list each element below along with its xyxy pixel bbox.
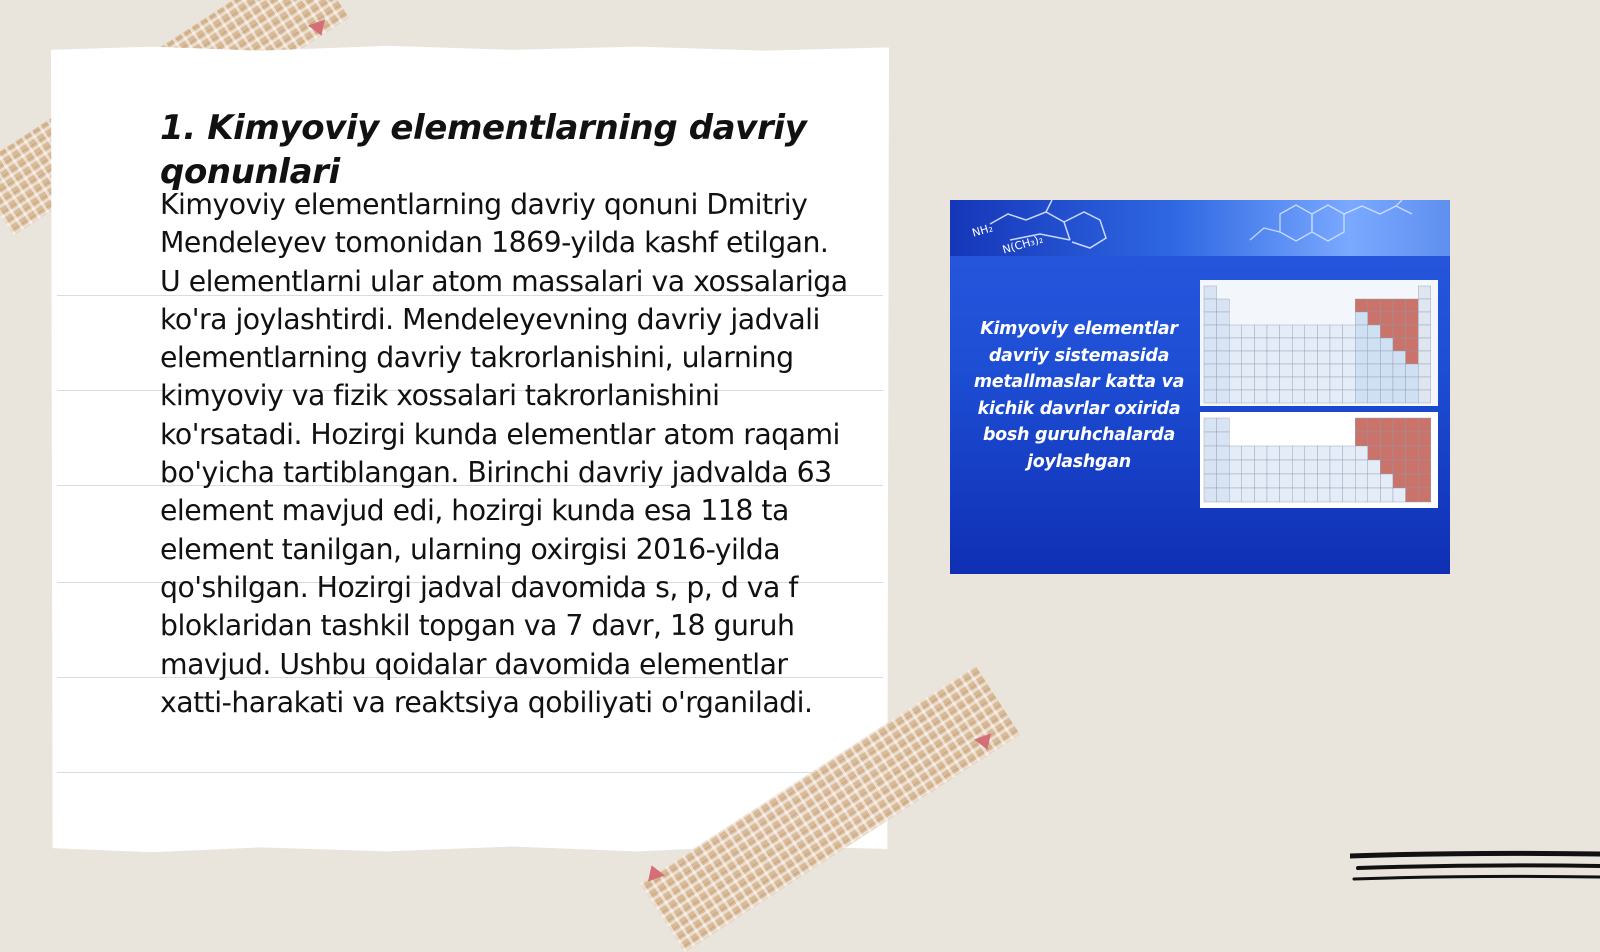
periodic-table-cell <box>1355 460 1368 474</box>
periodic-table-cell <box>1368 460 1381 474</box>
periodic-table-cell <box>1418 418 1431 432</box>
periodic-table-cell <box>1254 364 1267 377</box>
periodic-table-cell <box>1393 418 1406 432</box>
periodic-table-cell <box>1292 474 1305 488</box>
periodic-table-cell <box>1368 364 1381 377</box>
periodic-table-cell <box>1343 460 1356 474</box>
periodic-table-cell <box>1254 377 1267 390</box>
periodic-table-cell <box>1368 390 1381 403</box>
periodic-table-cell <box>1317 446 1330 460</box>
periodic-table-cell <box>1380 338 1393 351</box>
periodic-table-cell <box>1393 377 1406 390</box>
periodic-table-cell <box>1343 390 1356 403</box>
molecule-banner <box>950 200 1450 256</box>
periodic-table-cell <box>1330 460 1343 474</box>
periodic-table-cell <box>1242 488 1255 502</box>
periodic-table-cell <box>1229 488 1242 502</box>
periodic-table-cell <box>1254 325 1267 338</box>
periodic-table-cell <box>1393 474 1406 488</box>
periodic-table-cell <box>1292 325 1305 338</box>
periodic-table-cell <box>1380 312 1393 325</box>
periodic-table-cell <box>1305 377 1318 390</box>
periodic-table-cell <box>1242 460 1255 474</box>
periodic-table-cell <box>1217 312 1230 325</box>
periodic-table-cell <box>1280 460 1293 474</box>
periodic-table-cell <box>1267 351 1280 364</box>
periodic-table-cell <box>1406 418 1419 432</box>
periodic-table-cell <box>1368 338 1381 351</box>
periodic-table-cell <box>1355 377 1368 390</box>
periodic-table-cell <box>1217 418 1230 432</box>
periodic-table-cell <box>1204 338 1217 351</box>
periodic-table-cell <box>1330 446 1343 460</box>
periodic-table-cell <box>1355 446 1368 460</box>
periodic-table-cell <box>1330 351 1343 364</box>
periodic-table-cell <box>1204 432 1217 446</box>
periodic-table-cell <box>1292 351 1305 364</box>
periodic-table-cell <box>1317 351 1330 364</box>
periodic-table-cell <box>1406 488 1419 502</box>
periodic-table-cell <box>1254 338 1267 351</box>
periodic-table-cell <box>1343 325 1356 338</box>
periodic-table-cell <box>1355 312 1368 325</box>
periodic-table-cell <box>1317 338 1330 351</box>
periodic-table-cell <box>1217 299 1230 312</box>
periodic-table-cell <box>1368 377 1381 390</box>
periodic-table-cell <box>1204 312 1217 325</box>
periodic-table-cell <box>1204 351 1217 364</box>
periodic-table-cell <box>1406 390 1419 403</box>
periodic-table-cell <box>1355 418 1368 432</box>
periodic-table-cell <box>1418 299 1431 312</box>
periodic-table-cell <box>1229 351 1242 364</box>
periodic-table-cell <box>1204 418 1217 432</box>
periodic-table-cell <box>1229 390 1242 403</box>
periodic-table-cell <box>1229 325 1242 338</box>
periodic-table-cell <box>1343 377 1356 390</box>
periodic-table-cell <box>1217 338 1230 351</box>
periodic-table-cell <box>1368 351 1381 364</box>
periodic-table-cell <box>1406 474 1419 488</box>
periodic-table-cell <box>1305 474 1318 488</box>
decorative-brush-stripes <box>1350 850 1600 890</box>
periodic-table-cell <box>1292 460 1305 474</box>
periodic-table-cell <box>1217 488 1230 502</box>
periodic-table-cell <box>1267 488 1280 502</box>
periodic-table-cell <box>1343 446 1356 460</box>
periodic-table-cell <box>1380 432 1393 446</box>
periodic-table-cell <box>1204 377 1217 390</box>
periodic-table-main <box>1200 280 1438 406</box>
periodic-table-cell <box>1317 364 1330 377</box>
periodic-table-cell <box>1368 299 1381 312</box>
periodic-table-cell <box>1267 338 1280 351</box>
periodic-table-cell <box>1380 488 1393 502</box>
periodic-table-cell <box>1280 488 1293 502</box>
periodic-table-cell <box>1418 488 1431 502</box>
image-caption: Kimyoviy elementlar davriy sistemasida metallmaslar katta va kichik davrlar oxirida bosh guruhchalarda joylashgan <box>973 319 1185 472</box>
periodic-table-cell <box>1229 364 1242 377</box>
periodic-table-cell <box>1393 390 1406 403</box>
periodic-table-cell <box>1393 432 1406 446</box>
periodic-table-cell <box>1280 446 1293 460</box>
periodic-table-cell <box>1292 446 1305 460</box>
periodic-table-cell <box>1368 474 1381 488</box>
periodic-table-cell <box>1305 364 1318 377</box>
periodic-table-image <box>950 200 1450 574</box>
periodic-table-cell <box>1254 390 1267 403</box>
periodic-table-cell <box>1330 474 1343 488</box>
periodic-table-cell <box>1418 460 1431 474</box>
periodic-table-cell <box>1217 351 1230 364</box>
periodic-table-cell <box>1217 446 1230 460</box>
periodic-table-cell <box>1242 325 1255 338</box>
periodic-table-cell <box>1418 286 1431 299</box>
periodic-table-cell <box>1242 474 1255 488</box>
periodic-table-cell <box>1317 488 1330 502</box>
periodic-table-cell <box>1267 364 1280 377</box>
periodic-table-cell <box>1217 474 1230 488</box>
periodic-table-cell <box>1343 338 1356 351</box>
periodic-table-cell <box>1229 377 1242 390</box>
periodic-table-cell <box>1368 418 1381 432</box>
periodic-table-cell <box>1406 351 1419 364</box>
periodic-table-cell <box>1229 474 1242 488</box>
periodic-table-cell <box>1368 325 1381 338</box>
slide-body-text: Kimyoviy elementlarning davriy qonuni Dmitriy Mendeleyev tomonidan 1869-yilda kashf etilgan. U elementlarni ular atom massalari va xossalariga ko'ra joylashtirdi. Mendeleyevning davriy jadvali elementlarning davriy takrorlanishini, ularning kimyoviy va fizik xossalari takrorlanishini ko'rsatadi. Hozirgi kunda elementlar atom raqami bo'yicha tartiblangan. Birinchi davriy jadvalda 63 element mavjud edi, hozirgi kunda esa 118 ta element tanilgan, ularning oxirgisi 2016-yilda qo'shilgan. Hozirgi jadval davomida s, p, d va f bloklaridan tashkil topgan va 7 davr, 18 guruh mavjud. Ushbu qoidalar davomida elementlar xatti-harakati va reaktsiya qobiliyati o'rganiladi. <box>160 188 848 719</box>
periodic-table-cell <box>1292 390 1305 403</box>
periodic-table-cell <box>1267 474 1280 488</box>
periodic-table-cell <box>1204 460 1217 474</box>
periodic-table-cell <box>1217 364 1230 377</box>
periodic-table-cell <box>1406 446 1419 460</box>
periodic-table-cell <box>1292 488 1305 502</box>
periodic-table-cell <box>1305 390 1318 403</box>
periodic-table-cell <box>1418 390 1431 403</box>
periodic-table-cell <box>1242 338 1255 351</box>
periodic-table-cell <box>1254 488 1267 502</box>
periodic-table-cell <box>1242 390 1255 403</box>
periodic-table-cell <box>1368 488 1381 502</box>
periodic-table-cell <box>1204 488 1217 502</box>
periodic-table-cell <box>1355 390 1368 403</box>
periodic-table-cell <box>1267 390 1280 403</box>
periodic-table-cell <box>1393 325 1406 338</box>
periodic-table-cell <box>1217 377 1230 390</box>
periodic-table-cell <box>1317 325 1330 338</box>
periodic-table-cell <box>1280 377 1293 390</box>
periodic-table-cell <box>1267 377 1280 390</box>
periodic-table-cell <box>1380 299 1393 312</box>
periodic-table-cell <box>1254 351 1267 364</box>
periodic-table-cell <box>1355 364 1368 377</box>
periodic-table-cell <box>1393 351 1406 364</box>
periodic-table-cell <box>1380 364 1393 377</box>
periodic-table-cell <box>1217 390 1230 403</box>
periodic-table-cell <box>1406 377 1419 390</box>
periodic-table-cell <box>1380 377 1393 390</box>
periodic-table-cell <box>1380 460 1393 474</box>
periodic-table-cell <box>1330 338 1343 351</box>
periodic-table-cell <box>1217 432 1230 446</box>
periodic-table-cell <box>1280 364 1293 377</box>
periodic-table-cell <box>1204 390 1217 403</box>
periodic-table-cell <box>1254 446 1267 460</box>
paper-rule-line <box>57 772 883 773</box>
periodic-table-cell <box>1406 338 1419 351</box>
periodic-table-cell <box>1418 325 1431 338</box>
periodic-table-cell <box>1305 338 1318 351</box>
formula-nh2: NH₂ <box>970 221 995 240</box>
periodic-table-cell <box>1317 377 1330 390</box>
periodic-table-cell <box>1406 299 1419 312</box>
periodic-table-cell <box>1229 338 1242 351</box>
periodic-table-cell <box>1393 338 1406 351</box>
periodic-table-cell <box>1242 364 1255 377</box>
periodic-table-cell <box>1380 446 1393 460</box>
periodic-table-cell <box>1280 474 1293 488</box>
periodic-table-cell <box>1317 390 1330 403</box>
periodic-table-cell <box>1267 446 1280 460</box>
periodic-table-cell <box>1418 338 1431 351</box>
periodic-table-cell <box>1393 312 1406 325</box>
periodic-table-cell <box>1418 364 1431 377</box>
periodic-table-cell <box>1242 446 1255 460</box>
periodic-table-cell <box>1343 364 1356 377</box>
periodic-table-cell <box>1292 338 1305 351</box>
periodic-table-cell <box>1204 325 1217 338</box>
periodic-table-cell <box>1305 446 1318 460</box>
periodic-table-cell <box>1380 351 1393 364</box>
periodic-table-cell <box>1418 312 1431 325</box>
periodic-table-cell <box>1204 286 1217 299</box>
periodic-table-cell <box>1343 488 1356 502</box>
periodic-table-cell <box>1305 488 1318 502</box>
periodic-table-cell <box>1380 390 1393 403</box>
periodic-table-cell <box>1343 474 1356 488</box>
periodic-table-cell <box>1330 377 1343 390</box>
periodic-table-cell <box>1393 488 1406 502</box>
periodic-table-cell <box>1229 446 1242 460</box>
periodic-table-cell <box>1368 432 1381 446</box>
periodic-table-cell <box>1330 390 1343 403</box>
periodic-table-cell <box>1393 460 1406 474</box>
periodic-table-cell <box>1292 364 1305 377</box>
periodic-table-cell <box>1204 299 1217 312</box>
periodic-table-cell <box>1242 377 1255 390</box>
periodic-table-cell <box>1355 488 1368 502</box>
periodic-table-cell <box>1343 351 1356 364</box>
periodic-table-cell <box>1418 351 1431 364</box>
periodic-table-cell <box>1267 325 1280 338</box>
periodic-table-cell <box>1317 474 1330 488</box>
periodic-table-cell <box>1418 432 1431 446</box>
formula-nch3: N(CH₃)₂ <box>1001 232 1045 257</box>
periodic-table-cell <box>1406 432 1419 446</box>
periodic-table-cell <box>1280 390 1293 403</box>
periodic-table-cell <box>1280 351 1293 364</box>
periodic-table-cell <box>1229 460 1242 474</box>
periodic-table-cell <box>1393 364 1406 377</box>
periodic-table-cell <box>1317 460 1330 474</box>
periodic-table-cell <box>1254 474 1267 488</box>
periodic-table-cell <box>1418 446 1431 460</box>
periodic-table-cell <box>1204 364 1217 377</box>
periodic-table-cell <box>1406 364 1419 377</box>
periodic-table-cell <box>1368 312 1381 325</box>
periodic-table-cell <box>1254 460 1267 474</box>
periodic-table-cell <box>1330 325 1343 338</box>
periodic-table-cell <box>1280 325 1293 338</box>
slide-title: 1. Kimyoviy elementlarning davriy qonunlari <box>160 108 807 192</box>
periodic-table-cell <box>1406 325 1419 338</box>
periodic-table-cell <box>1217 325 1230 338</box>
periodic-table-cell <box>1204 446 1217 460</box>
periodic-table-cell <box>1406 312 1419 325</box>
periodic-table-cell <box>1355 474 1368 488</box>
periodic-table-cell <box>1355 351 1368 364</box>
periodic-table-cell <box>1305 351 1318 364</box>
periodic-table-cell <box>1305 325 1318 338</box>
periodic-table-cell <box>1242 351 1255 364</box>
periodic-table-cell <box>1292 377 1305 390</box>
periodic-table-cell <box>1355 338 1368 351</box>
periodic-table-cell <box>1380 325 1393 338</box>
periodic-table-cell <box>1380 418 1393 432</box>
periodic-table-cell <box>1280 338 1293 351</box>
periodic-table-cell <box>1267 460 1280 474</box>
periodic-table-cell <box>1330 364 1343 377</box>
periodic-table-cell <box>1217 460 1230 474</box>
periodic-table-cell <box>1418 377 1431 390</box>
periodic-table-cell <box>1305 460 1318 474</box>
periodic-table-cell <box>1355 299 1368 312</box>
periodic-table-cell <box>1393 299 1406 312</box>
periodic-table-cell <box>1355 325 1368 338</box>
periodic-table-cell <box>1204 474 1217 488</box>
periodic-table-cell <box>1418 474 1431 488</box>
periodic-table-cell <box>1330 488 1343 502</box>
periodic-table-cell <box>1380 474 1393 488</box>
periodic-table-cell <box>1406 460 1419 474</box>
periodic-table-cell <box>1355 432 1368 446</box>
periodic-table-cell <box>1368 446 1381 460</box>
periodic-table-cell <box>1393 446 1406 460</box>
periodic-table-extended <box>1200 412 1438 508</box>
